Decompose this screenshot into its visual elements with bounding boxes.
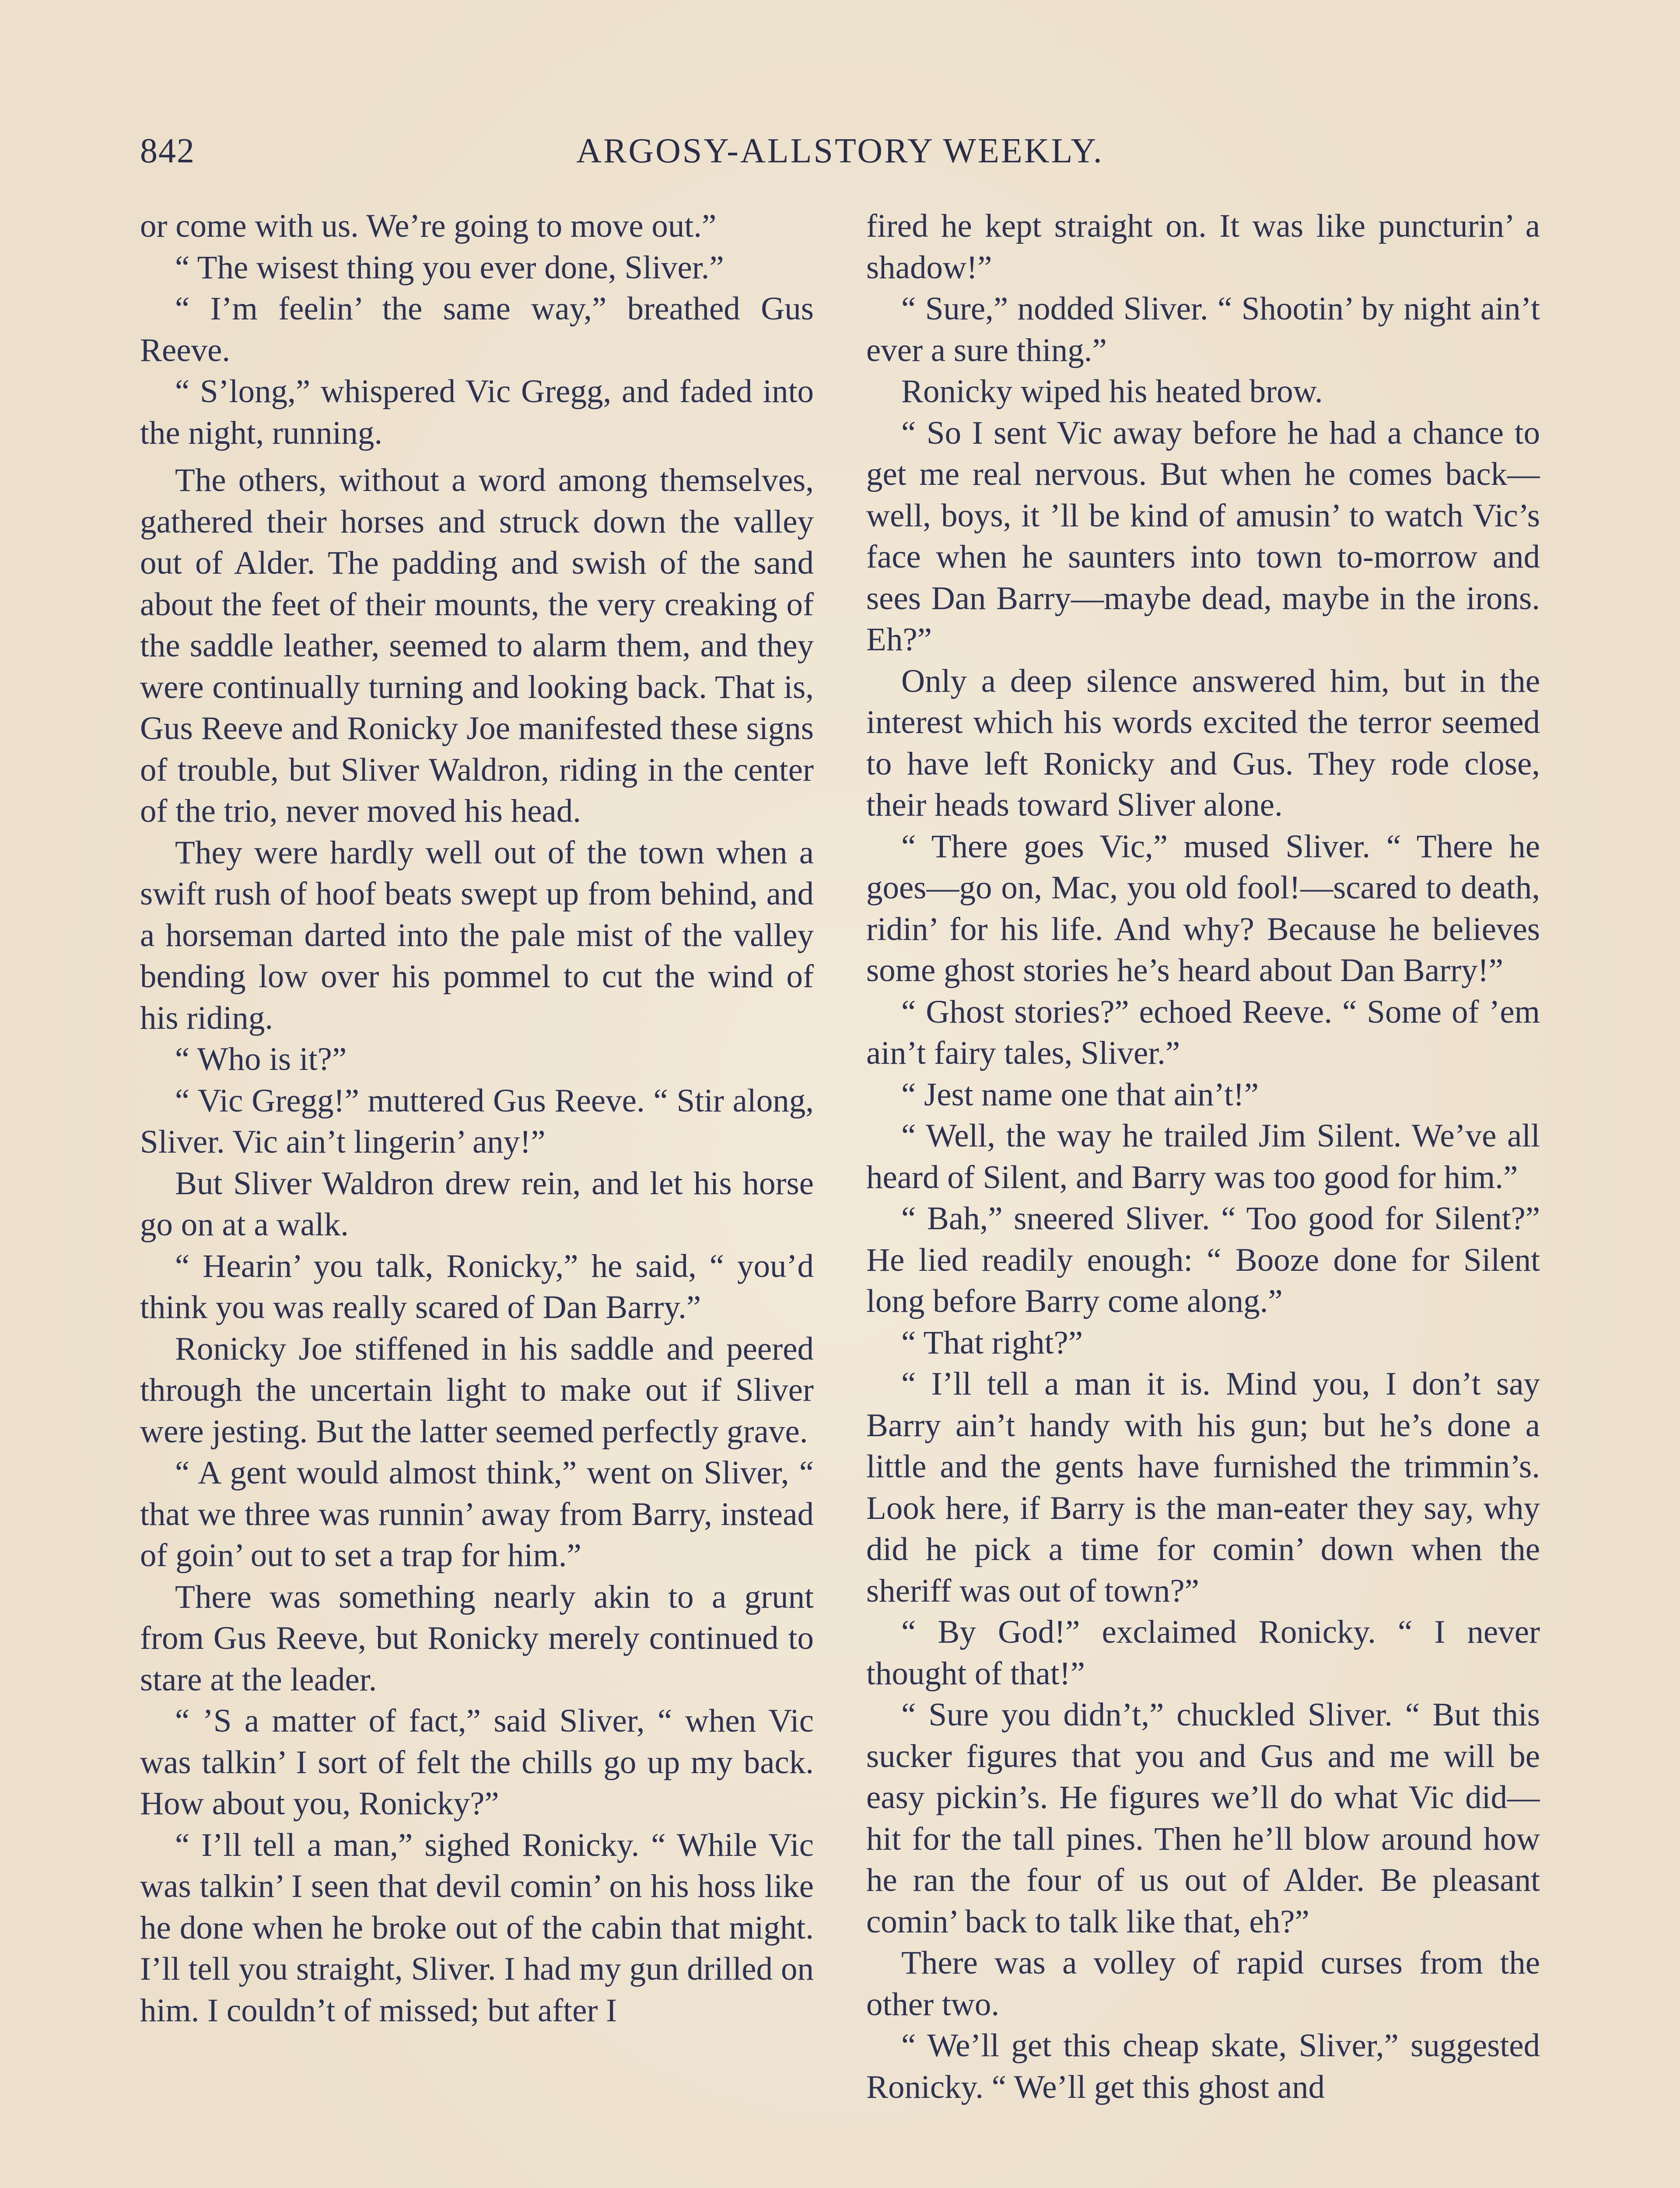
paragraph: or come with us. We’re going to move out.” bbox=[140, 208, 717, 244]
text-columns bbox=[140, 206, 1540, 2188]
paragraph: “ Ghost stories?” echoed Reeve. “ Some of ’em ain’t fairy tales, Sliver.” bbox=[866, 993, 1540, 1071]
paragraph: “ Sure,” nodded Sliver. “ Shootin’ by night ain’t ever a sure thing.” bbox=[866, 291, 1540, 368]
paragraph: “ I’m feelin’ the same way,” breathed Gus Reeve. bbox=[140, 291, 814, 368]
paragraph: There was a volley of rapid curses from the other two. bbox=[866, 1945, 1540, 2023]
paragraph: “ So I sent Vic away before he had a chance to get me real nervous. But when he comes back—well, boys, it ’ll be kind of amusin’ to watch Vic’s face when he saunters into town to-morrow and sees Dan Barry—maybe dead, maybe in the irons. Eh?” bbox=[866, 414, 1540, 658]
paragraph: “ Who is it?” bbox=[175, 1041, 347, 1077]
paragraph: “ The wisest thing you ever done, Sliver.” bbox=[175, 249, 724, 286]
paragraph: “ We’ll get this cheap skate, Sliver,” suggested Ronicky. “ We’ll get this ghost and bbox=[866, 2027, 1540, 2105]
paragraph: “ Bah,” sneered Sliver. “ Too good for Silent?” He lied readily enough: “ Booze done for Silent long before Barry come along.” bbox=[866, 1200, 1540, 1319]
paragraph: “ I’ll tell a man,” sighed Ronicky. “ While Vic was talkin’ I seen that devil comin’ on his hoss like he done when he broke out of the cabin that might. I’ll tell you straight, Sliver. I had my gun drilled on him. I couldn’t of missed; but after I bbox=[140, 1827, 814, 2029]
page-number: 842 bbox=[140, 132, 195, 170]
paragraph: “ Jest name one that ain’t!” bbox=[901, 1076, 1259, 1113]
running-head: ARGOSY-ALLSTORY WEEKLY. bbox=[576, 132, 1104, 170]
paragraph: They were hardly well out of the town when a swift rush of hoof beats swept up from behind, and a horseman darted into the pale mist of the valley bending low over his pommel to cut the wind of his riding. bbox=[140, 834, 814, 1036]
paragraph: “ Hearin’ you talk, Ronicky,” he said, “ you’d think you was really scared of Dan Barry.” bbox=[140, 1248, 814, 1325]
paragraph: “ Well, the way he trailed Jim Silent. We’ve all heard of Silent, and Barry was too good for him.” bbox=[866, 1118, 1540, 1196]
paragraph: But Sliver Waldron drew rein, and let his horse go on at a walk. bbox=[140, 1165, 814, 1243]
paragraph: The others, without a word among themselves, gathered their horses and struck down the valley out of Alder. The padding and swish of the sand about the feet of their mounts, the very creaking of the saddle leather, seemed to alarm them, and they were continually turning and looking back. That is, Gus Reeve and Ronicky Joe manifested these signs of trouble, but Sliver Waldron, riding in the center of the trio, never moved his head. bbox=[140, 462, 814, 829]
paragraph: Only a deep silence answered him, but in the interest which his words excited the terror seemed to have left Ronicky and Gus. They rode close, their heads toward Sliver alone. bbox=[866, 663, 1540, 823]
paragraph: “ A gent would almost think,” went on Sliver, “ that we three was runnin’ away from Barry, instead of goin’ out to set a trap for him.” bbox=[140, 1455, 814, 1574]
paragraph: Ronicky Joe stiffened in his saddle and peered through the uncertain light to make out if Sliver were jesting. But the latter seemed perfectly grave. bbox=[140, 1330, 814, 1450]
paragraph: “ There goes Vic,” mused Sliver. “ There he goes—go on, Mac, you old fool!—scared to death, ridin’ for his life. And why? Because he believes some ghost stories he’s heard about Dan Barry!” bbox=[866, 828, 1540, 989]
paragraph: “ I’ll tell a man it is. Mind you, I don’t say Barry ain’t handy with his gun; but he’s done a little and the gents have furnished the trimmin’s. Look here, if Barry is the man-eater they say, why did he pick a time for comin’ down when the sheriff was out of town?” bbox=[866, 1366, 1540, 1609]
paragraph: “ Sure you didn’t,” chuckled Sliver. “ But this sucker figures that you and Gus and me will be easy pickin’s. He figures we’ll do what Vic did—hit for the tall pines. Then he’ll blow around how he ran the four of us out of Alder. Be pleasant comin’ back to talk like that, eh?” bbox=[866, 1697, 1540, 1940]
paragraph: “ ’S a matter of fact,” said Sliver, “ when Vic was talkin’ I sort of felt the chills go up my back. How about you, Ronicky?” bbox=[140, 1703, 814, 1822]
paragraph: “ Vic Gregg!” muttered Gus Reeve. “ Stir along, Sliver. Vic ain’t lingerin’ any!” bbox=[140, 1082, 814, 1160]
paragraph: fired he kept straight on. It was like puncturin’ a shadow!” bbox=[866, 208, 1540, 286]
paragraph: “ By God!” exclaimed Ronicky. “ I never thought of that!” bbox=[866, 1614, 1540, 1692]
paragraph: There was something nearly akin to a grunt from Gus Reeve, but Ronicky merely continued to stare at the leader. bbox=[140, 1578, 814, 1698]
paragraph: “ S’long,” whispered Vic Gregg, and faded into the night, running. bbox=[140, 373, 814, 451]
paragraph: Ronicky wiped his heated brow. bbox=[901, 373, 1323, 410]
page-header bbox=[140, 131, 1540, 184]
right-column bbox=[866, 206, 1540, 2188]
left-column bbox=[140, 206, 814, 2188]
paragraph: “ That right?” bbox=[901, 1324, 1083, 1361]
